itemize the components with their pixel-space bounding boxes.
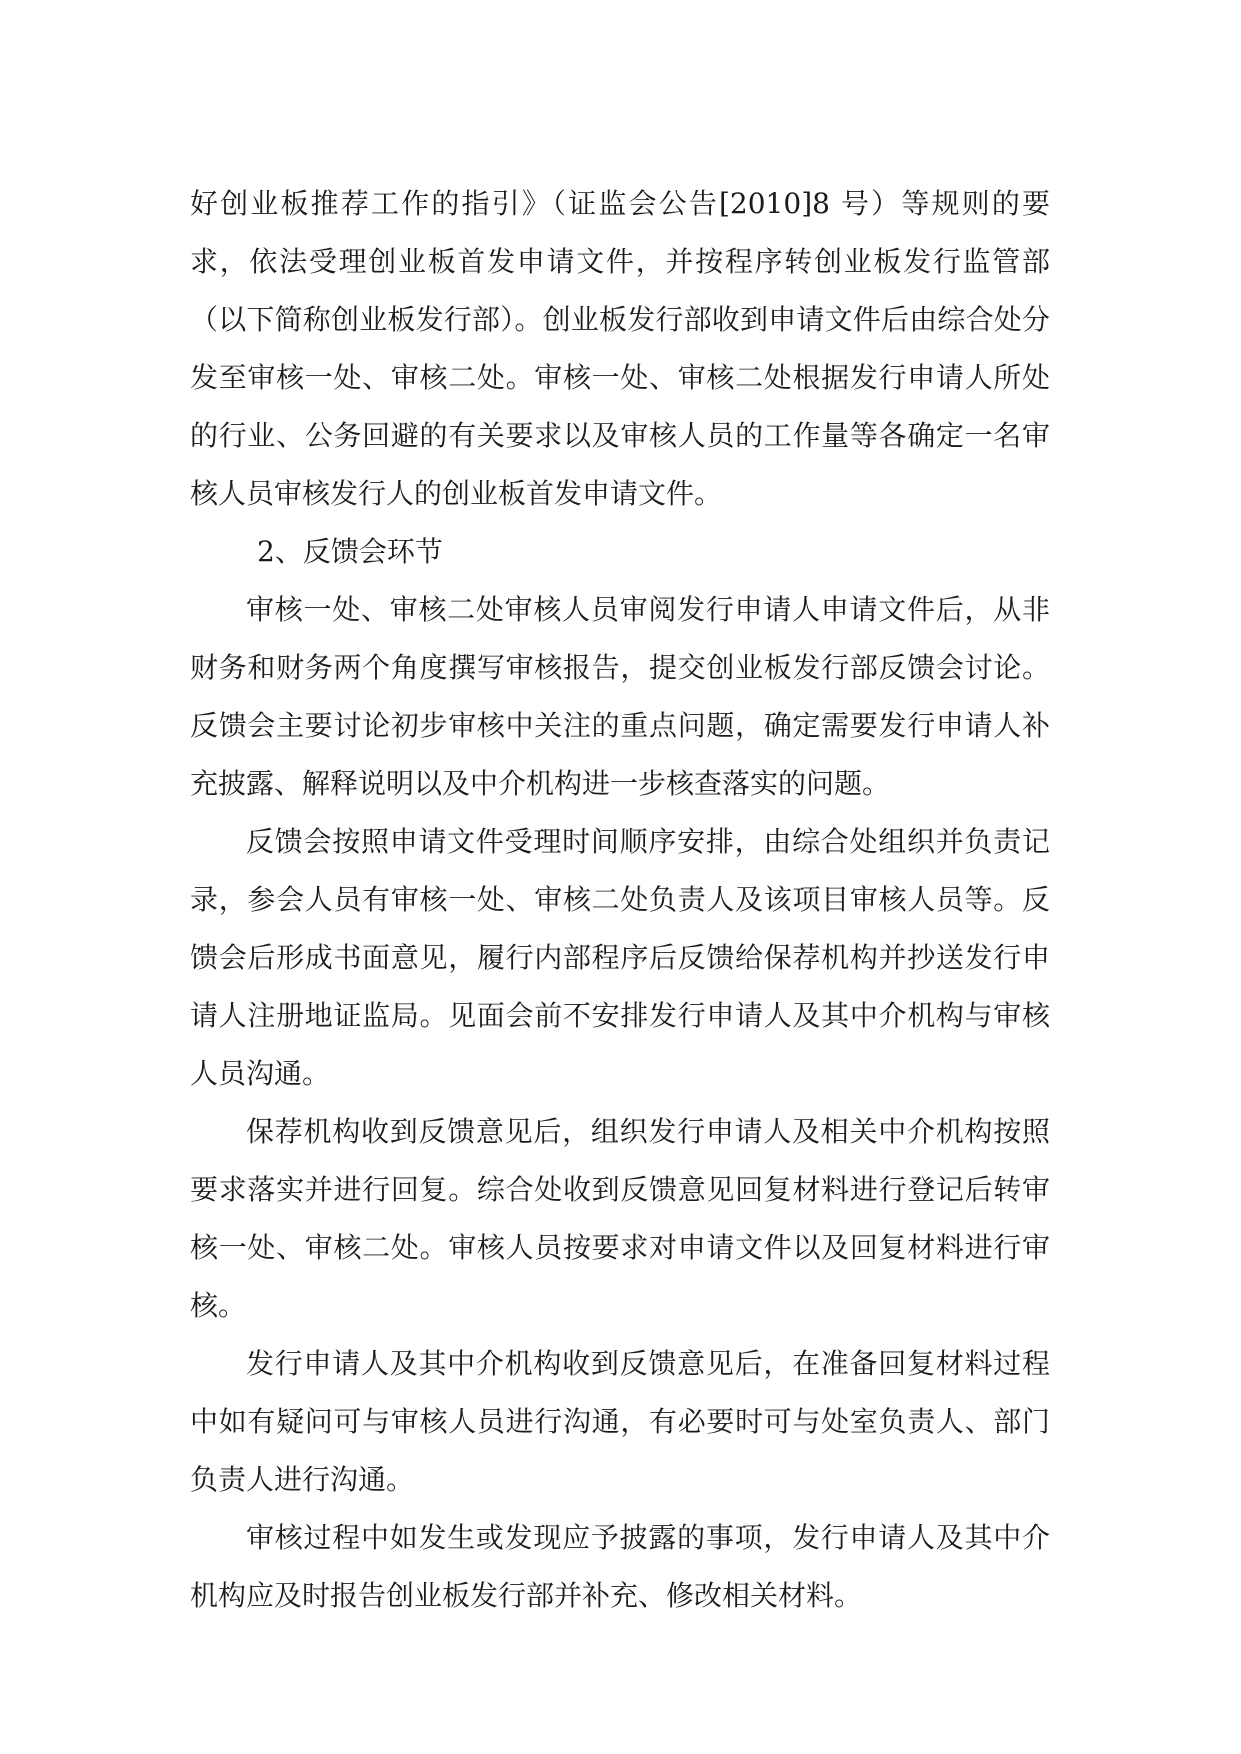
paragraph-continuation: 好创业板推荐工作的指引》（证监会公告[2010]8 号）等规则的要求，依法受理创业板首发申请文件，并按程序转创业板发行监管部（以下简称创业板发行部）。创业板发行部收到申请文件后由综合处分发至审核一处、审核二处。审核一处、审核二处根据发行申请人所处的行业、公务回避的有关要求以及审核人员的工作量等各确定一名审核人员审核发行人的创业板首发申请文件。 — [190, 187, 1050, 510]
paragraph: 保荐机构收到反馈意见后，组织发行申请人及相关中介机构按照要求落实并进行回复。综合处收到反馈意见回复材料进行登记后转审核一处、审核二处。审核人员按要求对申请文件以及回复材料进行审核。 — [190, 1115, 1050, 1322]
paragraph: 审核过程中如发生或发现应予披露的事项，发行申请人及其中介机构应及时报告创业板发行部并补充、修改相关材料。 — [190, 1521, 1050, 1612]
paragraph: 发行申请人及其中介机构收到反馈意见后，在准备回复材料过程中如有疑问可与审核人员进行沟通，有必要时可与处室负责人、部门负责人进行沟通。 — [190, 1347, 1050, 1496]
paragraph: 审核一处、审核二处审核人员审阅发行申请人申请文件后，从非财务和财务两个角度撰写审核报告，提交创业板发行部反馈会讨论。反馈会主要讨论初步审核中关注的重点问题，确定需要发行申请人补充披露、解释说明以及中介机构进一步核查落实的问题。 — [190, 593, 1050, 800]
paragraph: 反馈会按照申请文件受理时间顺序安排，由综合处组织并负责记录，参会人员有审核一处、审核二处负责人及该项目审核人员等。反馈会后形成书面意见，履行内部程序后反馈给保荐机构并抄送发行申请人注册地证监局。见面会前不安排发行申请人及其中介机构与审核人员沟通。 — [190, 825, 1050, 1090]
document-body — [190, 175, 1050, 1625]
section-heading: 2、反馈会环节 — [257, 535, 443, 568]
